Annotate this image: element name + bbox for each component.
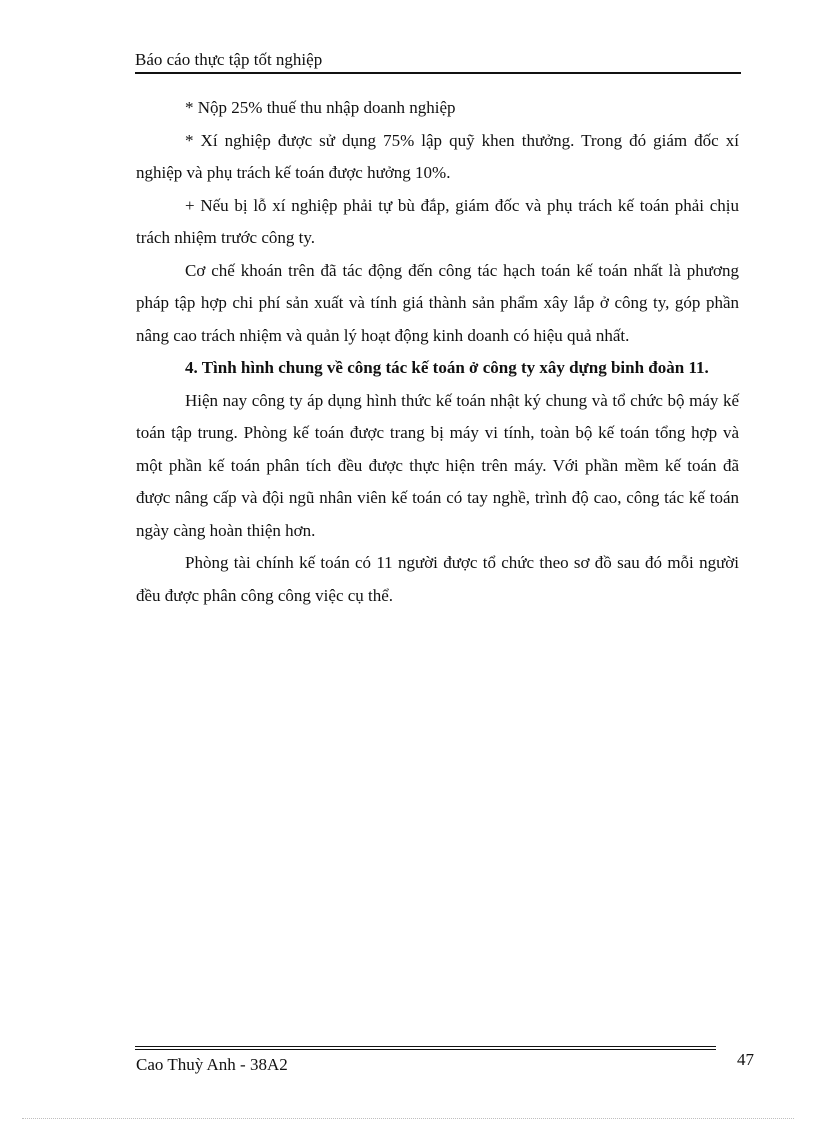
document-body — [136, 92, 739, 612]
footer-rule-top — [135, 1046, 716, 1047]
page-header — [135, 48, 741, 74]
paragraph-reward-fund: * Xí nghiệp được sử dụng 75% lập quỹ khen thưởng. Trong đó giám đốc xí nghiệp và phụ trách kế toán được hưởng 10%. — [136, 130, 739, 182]
paragraph-accounting-system: Hiện nay công ty áp dụng hình thức kế toán nhật ký chung và tổ chức bộ máy kế toán tập trung. Phòng kế toán được trang bị máy vi tính, toàn bộ kế toán tổng hợp và một phần kế toán phân tích đều được thực hiện trên máy. Với phần mềm kế toán đã được nâng cấp và đội ngũ nhân viên kế toán có tay nghề, trình độ cao, công tác kế toán ngày càng hoàn thiện hơn. — [136, 390, 739, 540]
section-heading: 4. Tình hình chung về công tác kế toán ở công ty xây dựng binh đoàn 11. — [185, 358, 709, 377]
paragraph-finance-department: Phòng tài chính kế toán có 11 người được tổ chức theo sơ đồ sau đó mỗi người đều được phân công công việc cụ thể. — [136, 553, 739, 605]
header-title: Báo cáo thực tập tốt nghiệp — [135, 50, 323, 69]
page-edge-divider — [22, 1118, 794, 1119]
paragraph-loss-responsibility: + Nếu bị lỗ xí nghiệp phải tự bù đắp, giám đốc và phụ trách kế toán phải chịu trách nhiệm trước công ty. — [136, 195, 739, 247]
footer-author: Cao Thuỳ Anh - 38A2 — [136, 1055, 288, 1074]
paragraph-contract-mechanism: Cơ chế khoán trên đã tác động đến công tác hạch toán kế toán nhất là phương pháp tập hợp chi phí sản xuất và tính giá thành sản phẩm xây lắp ở công ty, góp phần nâng cao trách nhiệm và quản lý hoạt động kinh doanh có hiệu quả nhất. — [136, 260, 739, 345]
page-number: 47 — [737, 1050, 754, 1069]
footer-rule-bottom — [135, 1049, 716, 1050]
paragraph-tax: * Nộp 25% thuế thu nhập doanh nghiệp — [185, 98, 456, 117]
